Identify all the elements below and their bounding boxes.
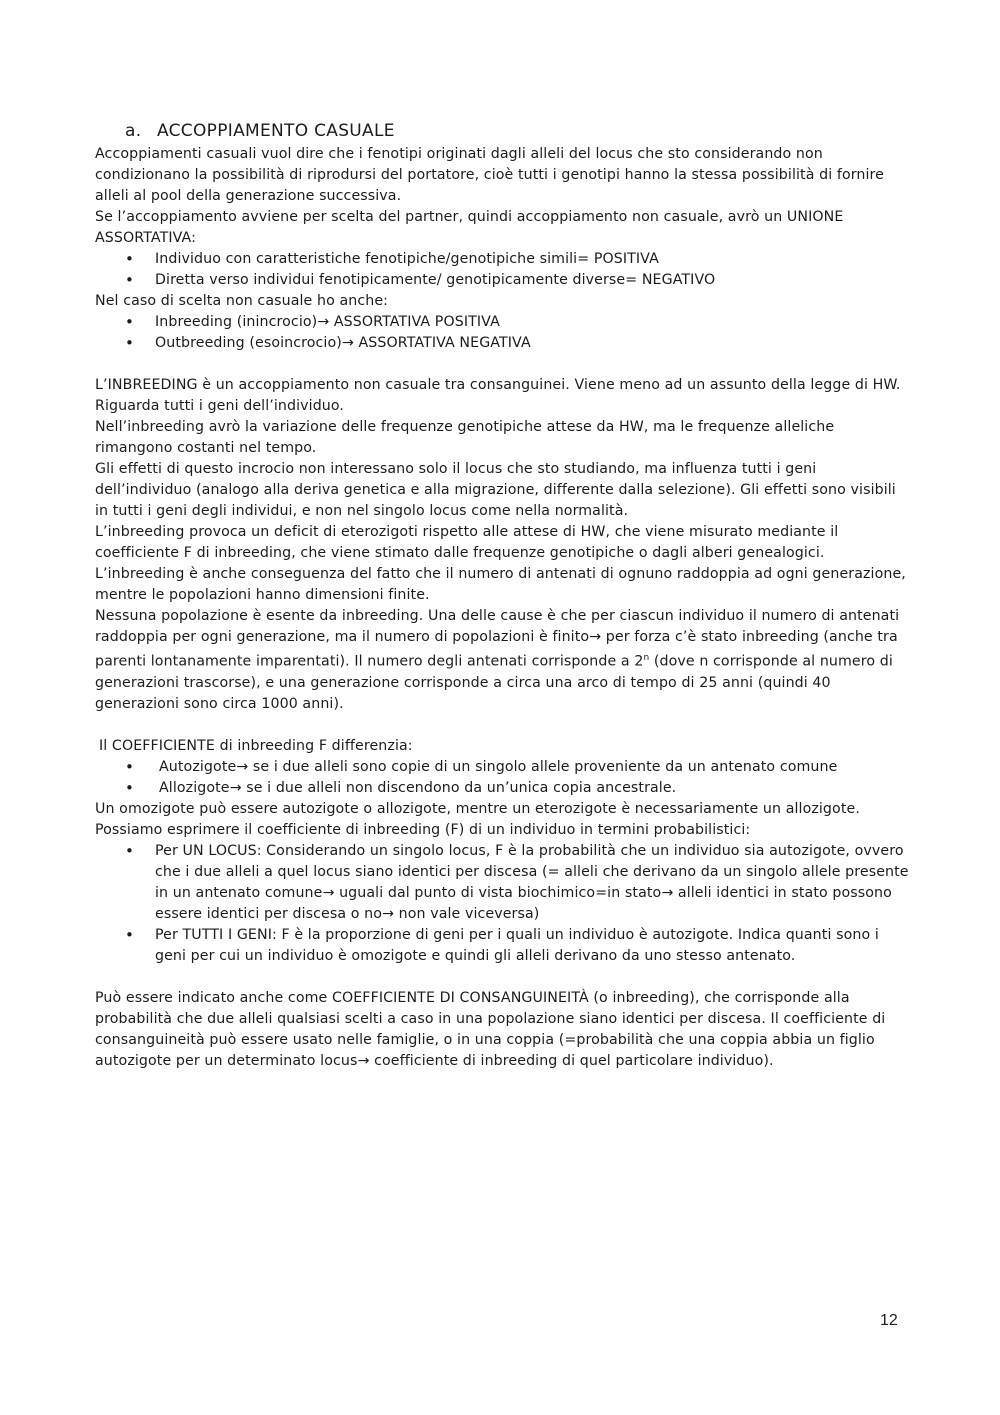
paragraph-assortative: Se l’accoppiamento avviene per scelta del partner, quindi accoppiamento non casuale, avrò un UNIONE ASSORTATIVA: (95, 209, 844, 246)
paragraph-inbreeding-deficit: L’inbreeding provoca un deficit di eterozigoti rispetto alle attese di HW, che viene misurato mediante il coefficiente F di inbreeding, che viene stimato dalle frequenze genotipiche o dagli alberi genealogici. L’inbreeding è anche conseguenza del fatto che il numero di antenati di ognuno raddoppia ad ogni generazione, mentre le popolazioni hanno dimensioni finite. (95, 524, 906, 603)
list-item: • Autozigote→ se i due alleli sono copie di un singolo allele proveniente da un antenato comune (95, 757, 910, 778)
paragraph-probabilistic: Possiamo esprimere il coefficiente di inbreeding (F) di un individuo in termini probabilistici: (95, 821, 751, 838)
superscript-n: n (643, 653, 650, 663)
paragraph-inbreeding-ancestors: Nessuna popolazione è esente da inbreeding. Una delle cause è che per ciascun individuo il numero di antenati raddoppia per ogni generazione, ma il numero di popolazioni è finito→ per forza c’è stato inbreeding (anche tra parenti lontanamente imparentati). Il numero degli antenati corrisponde a 2$^n$ (dove n corrisponde al numero di generazioni trascorse), e una generazione corrisponde a circa una arco di tempo di 25 anni (quindi 40 generazioni sono circa 1000 anni). (95, 608, 900, 712)
section-number: a. (125, 121, 142, 141)
paragraph-inbreeding-frequencies: Nell’inbreeding avrò la variazione delle frequenze genotipiche attese da HW, ma le frequenze alleliche rimangono costanti nel tempo. (95, 419, 835, 456)
coefficient-list (95, 841, 910, 967)
list-item: • Inbreeding (inincrocio)→ ASSORTATIVA POSITIVA (95, 312, 910, 333)
list-item: • Per TUTTI I GENI: F è la proporzione di geni per i quali un individuo è autozigote. Indica quanti sono i geni per cui un individuo è omozigote e quindi gli alleli derivano da uno stesso antenato. (95, 925, 910, 967)
paragraph-random-mating: Accoppiamenti casuali vuol dire che i fenotipi originati dagli alleli del locus che sto considerando non condizionano la possibilità di riprodursi del portatore, cioè tutti i genotipi hanno la stessa possibilità di fornire alleli al pool della generazione successiva. (95, 146, 884, 204)
paragraph-inbreeding-effects: Gli effetti di questo incrocio non interessano solo il locus che sto studiando, ma influenza tutti i geni dell’individuo (analogo alla deriva genetica e alla migrazione, differente dalla selezione). Gli effetti sono visibili in tutti i geni degli individui, e non nel singolo locus come nella normalità. (95, 461, 896, 519)
zygote-list (95, 757, 910, 799)
list-item: • Allozigote→ se i due alleli non discendono da un’unica copia ancestrale. (95, 778, 910, 799)
page-content (95, 118, 910, 1072)
list-item: • Individuo con caratteristiche fenotipiche/genotipiche simili= POSITIVA (95, 249, 910, 270)
paragraph-coefficient: Il COEFFICIENTE di inbreeding F differenzia: (99, 737, 413, 754)
list-item: • Per UN LOCUS: Considerando un singolo locus, F è la probabilità che un individuo sia autozigote, ovvero che i due alleli a quel locus siano identici per discesa (= alleli che derivano da un singolo allele presente in un antenato comune→ uguali dal punto di vista biochimico=in stato→ alleli identici in stato possono essere identici per discesa o no→ non vale viceversa) (95, 841, 910, 925)
list-item: • Outbreeding (esoincrocio)→ ASSORTATIVA NEGATIVA (95, 333, 910, 354)
assortative-list (95, 249, 910, 291)
section-heading (125, 118, 910, 144)
paragraph-consanguinity: Può essere indicato anche come COEFFICIENTE DI CONSANGUINEITÀ (o inbreeding), che corrisponde alla probabilità che due alleli qualsiasi scelti a caso in una popolazione siano identici per discesa. Il coefficiente di consanguineità può essere usato nelle famiglie, o in una coppia (=probabilità che una coppia abbia un figlio autozigote per un determinato locus→ coefficiente di inbreeding di quel particolare individuo). (95, 989, 886, 1069)
page-number: 12 (880, 1312, 898, 1329)
list-item: • Diretta verso individui fenotipicamente/ genotipicamente diverse= NEGATIVO (95, 270, 910, 291)
spacer (95, 715, 910, 736)
spacer (95, 967, 910, 988)
paragraph-non-random: Nel caso di scelta non casuale ho anche: (95, 293, 389, 309)
spacer (95, 354, 910, 375)
breeding-list (95, 312, 910, 354)
section-title: ACCOPPIAMENTO CASUALE (157, 121, 395, 141)
paragraph-homozygote: Un omozigote può essere autozigote o allozigote, mentre un eterozigote è necessariamente un allozigote. (95, 800, 860, 817)
paragraph-inbreeding-definition: L’INBREEDING è un accoppiamento non casuale tra consanguinei. Viene meno ad un assunto della legge di HW. Riguarda tutti i geni dell’individuo. (95, 377, 901, 414)
